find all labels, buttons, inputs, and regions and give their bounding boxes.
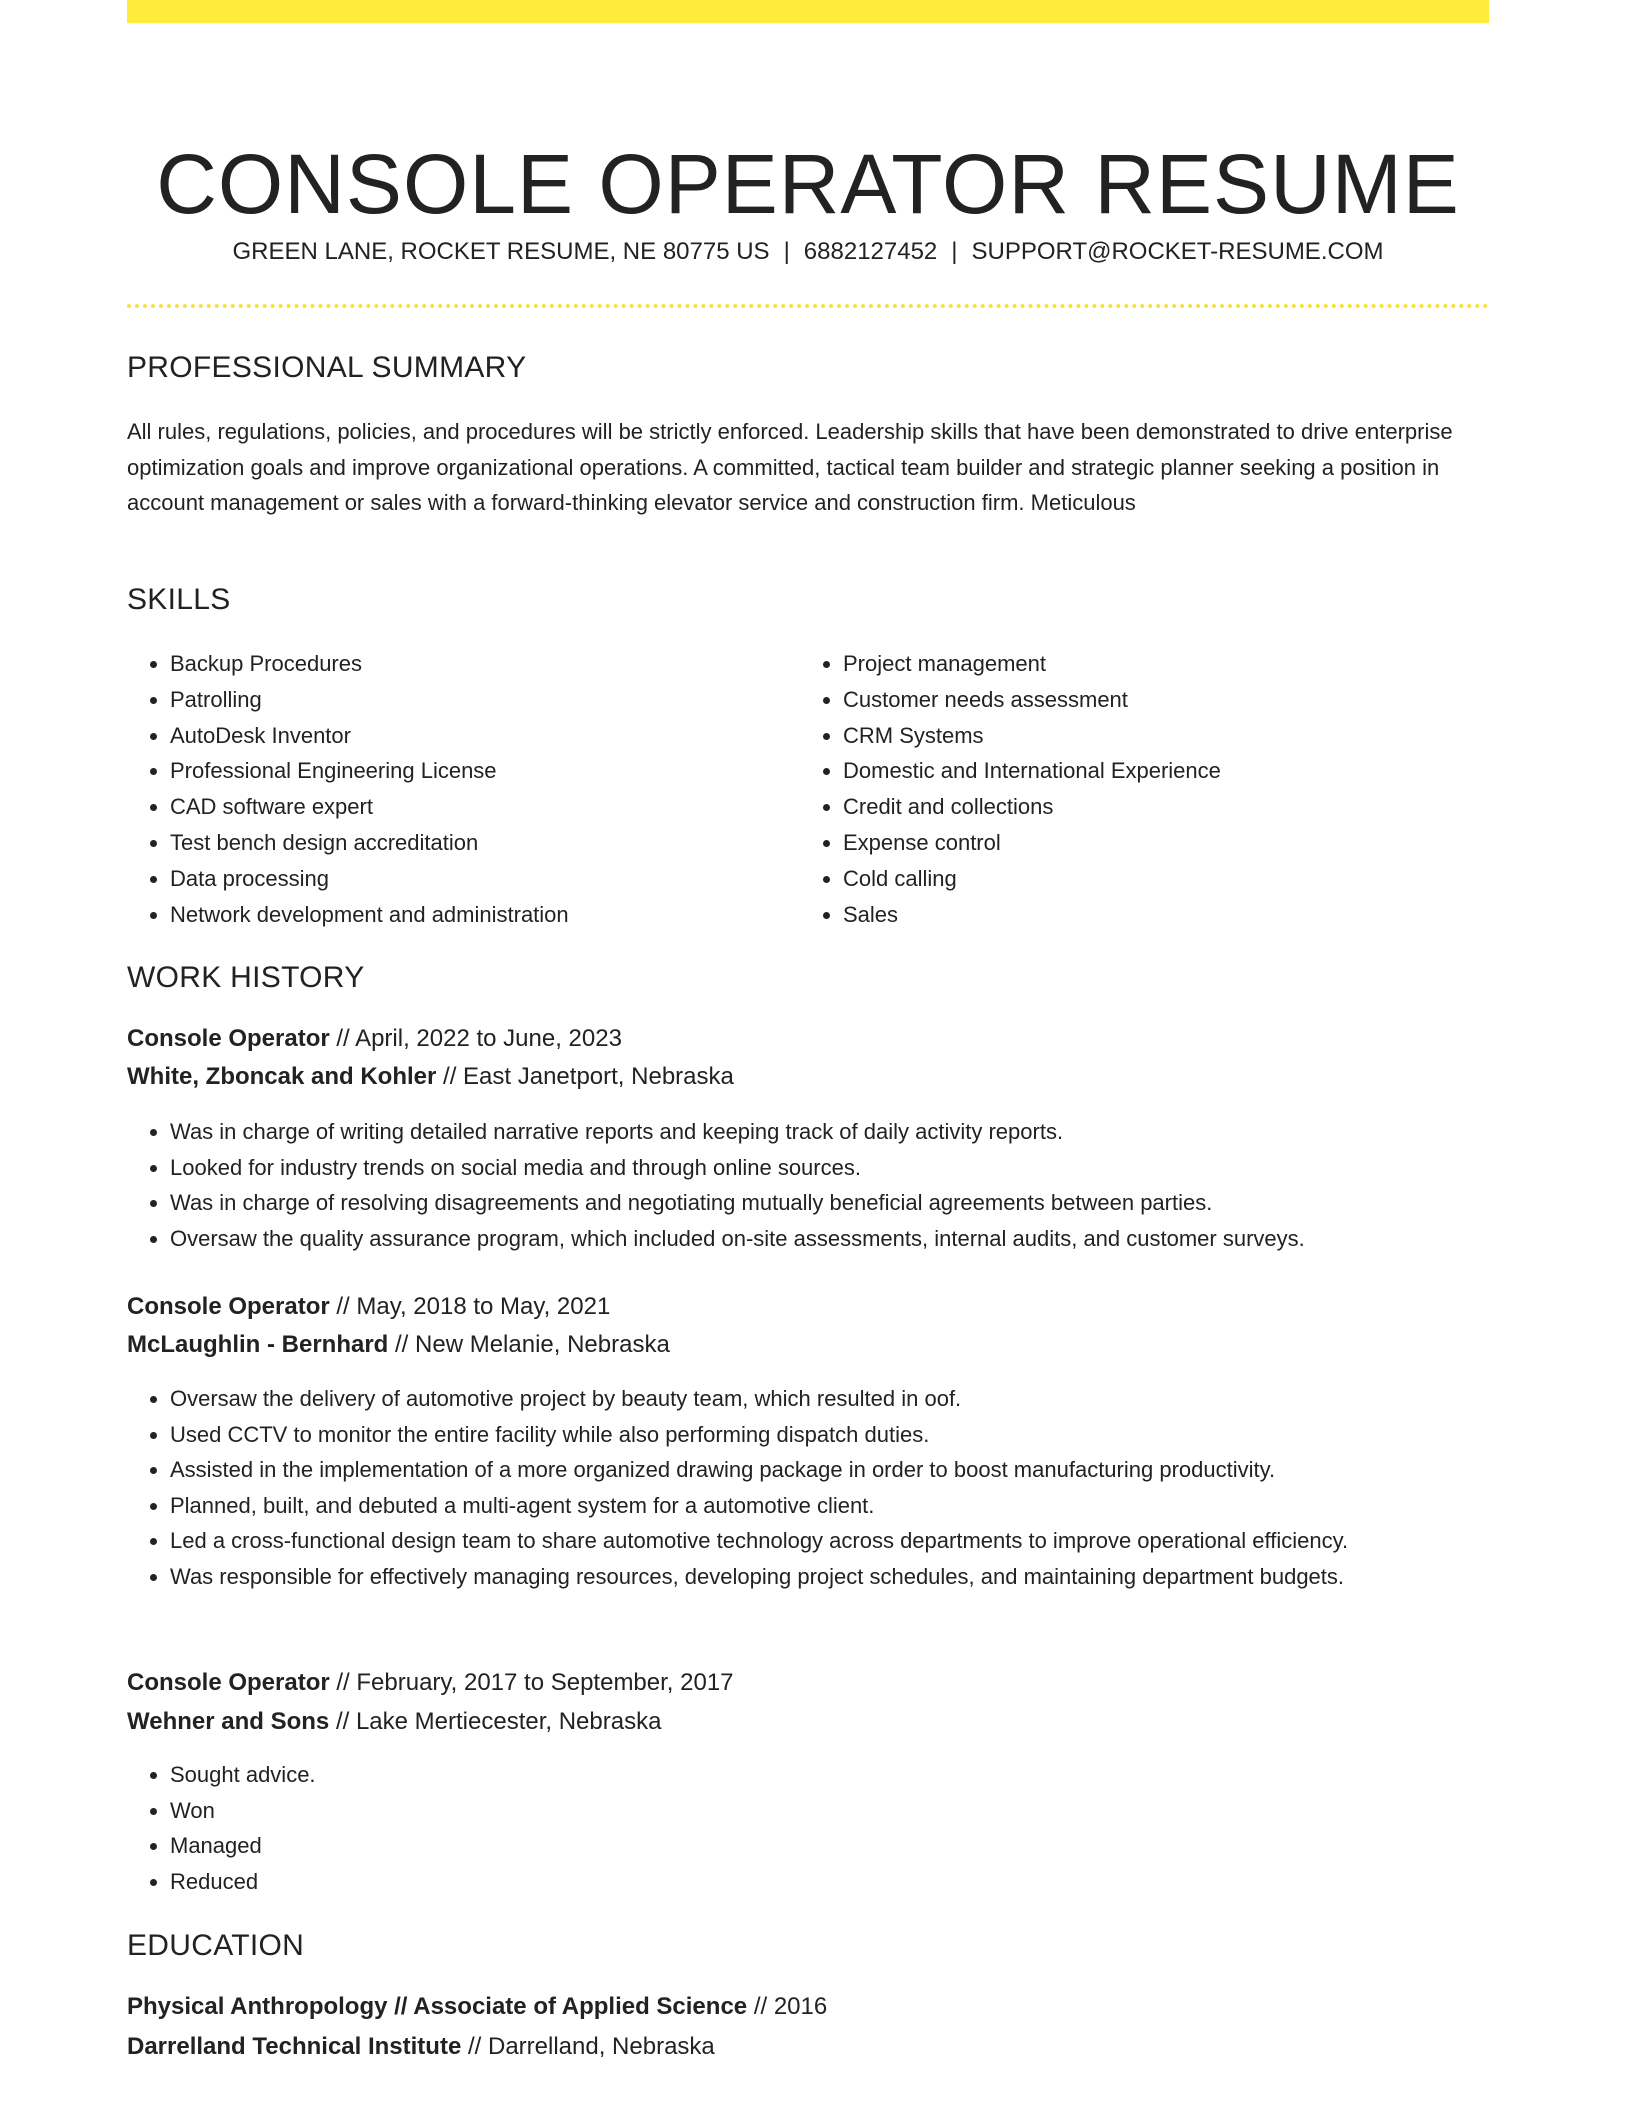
skill-item: • Cold calling [843, 861, 1473, 897]
education-school: Darrelland Technical Institute [127, 2033, 462, 2060]
skill-item: • Credit and collections [843, 789, 1473, 825]
skill-item: • Backup Procedures [170, 646, 800, 682]
skills-list-right [800, 646, 1473, 932]
education-degree-line [127, 1990, 827, 2024]
skill-item: • Domestic and International Experience [843, 753, 1473, 789]
contact-separator: | [783, 238, 790, 265]
job-location: New Melanie, Nebraska [415, 1331, 670, 1358]
skills-list-left [127, 646, 800, 932]
list-item: • Was responsible for effectively managing resources, developing project schedules, and maintaining department budgets. [170, 1559, 1489, 1595]
contact-separator: | [951, 238, 958, 265]
summary-heading: PROFESSIONAL SUMMARY [127, 351, 527, 384]
work-history-heading: WORK HISTORY [127, 961, 365, 994]
job-location: East Janetport, Nebraska [463, 1063, 734, 1090]
job-company: McLaughlin - Bernhard [127, 1331, 389, 1358]
contact-phone: 6882127452 [803, 238, 938, 265]
skill-item: • AutoDesk Inventor [170, 718, 800, 754]
summary-text: All rules, regulations, policies, and procedures will be strictly enforced. Leadership skills that have been demonstrated to drive enterprise optimization goals and improve organizational operations. A committed, tactical team builder and strategic planner seeking a position in account management or sales with a forward-thinking elevator service and construction firm. Meticulous [127, 419, 1453, 515]
job-divider: // [336, 1025, 350, 1052]
job-title: Console Operator [127, 1025, 330, 1052]
skill-item: • CAD software expert [170, 789, 800, 825]
skills-heading: SKILLS [127, 583, 231, 616]
job-divider: // [335, 1708, 350, 1735]
skill-item: • Project management [843, 646, 1473, 682]
job-dates: February, 2017 to September, 2017 [356, 1669, 734, 1696]
list-item: • Oversaw the delivery of automotive project by beauty team, which resulted in oof. [170, 1381, 1489, 1417]
list-item: • Used CCTV to monitor the entire facility while also performing dispatch duties. [170, 1417, 1489, 1453]
job-divider: // [395, 1331, 409, 1358]
job-divider: // [443, 1063, 457, 1090]
skill-item: • Test bench design accreditation [170, 825, 800, 861]
list-item: • Was in charge of resolving disagreements and negotiating mutually beneficial agreements between parties. [170, 1185, 1489, 1221]
education-divider: // [753, 1993, 768, 2020]
education-location: Darrelland, Nebraska [488, 2033, 715, 2060]
list-item: • Planned, built, and debuted a multi-agent system for a automotive client. [170, 1488, 1489, 1524]
skills-columns [127, 646, 1489, 932]
skill-item: • Sales [843, 897, 1473, 933]
job-title-line [127, 1666, 734, 1700]
education-year: 2016 [773, 1993, 828, 2020]
skill-item: • Patrolling [170, 682, 800, 718]
list-item: • Assisted in the implementation of a more organized drawing package in order to boost manufacturing productivity. [170, 1452, 1489, 1488]
page-title: CONSOLE OPERATOR RESUME [156, 137, 1460, 232]
job-title-line [127, 1290, 610, 1324]
job-company-line [127, 1060, 734, 1094]
education-degree: Physical Anthropology // Associate of Applied Science [127, 1993, 748, 2020]
list-item: • Looked for industry trends on social media and through online sources. [170, 1150, 1489, 1186]
job-company: Wehner and Sons [127, 1708, 330, 1735]
skill-item: • Expense control [843, 825, 1473, 861]
job-company: White, Zboncak and Kohler [127, 1063, 437, 1090]
job-location: Lake Mertiecester, Nebraska [355, 1708, 662, 1735]
job-bullets [127, 1381, 1489, 1595]
contact-line [127, 236, 1489, 268]
contact-email: SUPPORT@ROCKET-RESUME.COM [971, 238, 1384, 265]
list-item: • Won [170, 1793, 1489, 1829]
list-item: • Oversaw the quality assurance program, which included on-site assessments, internal audits, and customer surveys. [170, 1221, 1489, 1257]
job-title-line [127, 1022, 622, 1056]
job-title: Console Operator [127, 1293, 330, 1320]
job-title: Console Operator [127, 1669, 330, 1696]
skill-item: • CRM Systems [843, 718, 1473, 754]
job-company-line [127, 1328, 670, 1362]
list-item: • Was in charge of writing detailed narrative reports and keeping track of daily activity reports. [170, 1114, 1489, 1150]
job-dates: May, 2018 to May, 2021 [356, 1293, 611, 1320]
job-bullets [127, 1114, 1489, 1256]
skill-item: • Data processing [170, 861, 800, 897]
skill-item: • Customer needs assessment [843, 682, 1473, 718]
skill-item: • Professional Engineering License [170, 753, 800, 789]
job-dates: April, 2022 to June, 2023 [355, 1025, 622, 1052]
contact-address: GREEN LANE, ROCKET RESUME, NE 80775 US [232, 238, 770, 265]
list-item: • Reduced [170, 1864, 1489, 1900]
dotted-divider [127, 304, 1489, 308]
top-accent-bar [127, 0, 1489, 23]
list-item: • Led a cross-functional design team to share automotive technology across departments to improve operational efficiency. [170, 1523, 1489, 1559]
skill-item: • Network development and administration [170, 897, 800, 933]
job-divider: // [336, 1669, 350, 1696]
education-divider: // [467, 2033, 482, 2060]
list-item: • Sought advice. [170, 1757, 1489, 1793]
job-company-line [127, 1705, 661, 1739]
job-bullets [127, 1757, 1489, 1899]
education-school-line [127, 2030, 715, 2064]
list-item: • Managed [170, 1828, 1489, 1864]
job-divider: // [336, 1293, 350, 1320]
education-heading: EDUCATION [127, 1929, 305, 1962]
